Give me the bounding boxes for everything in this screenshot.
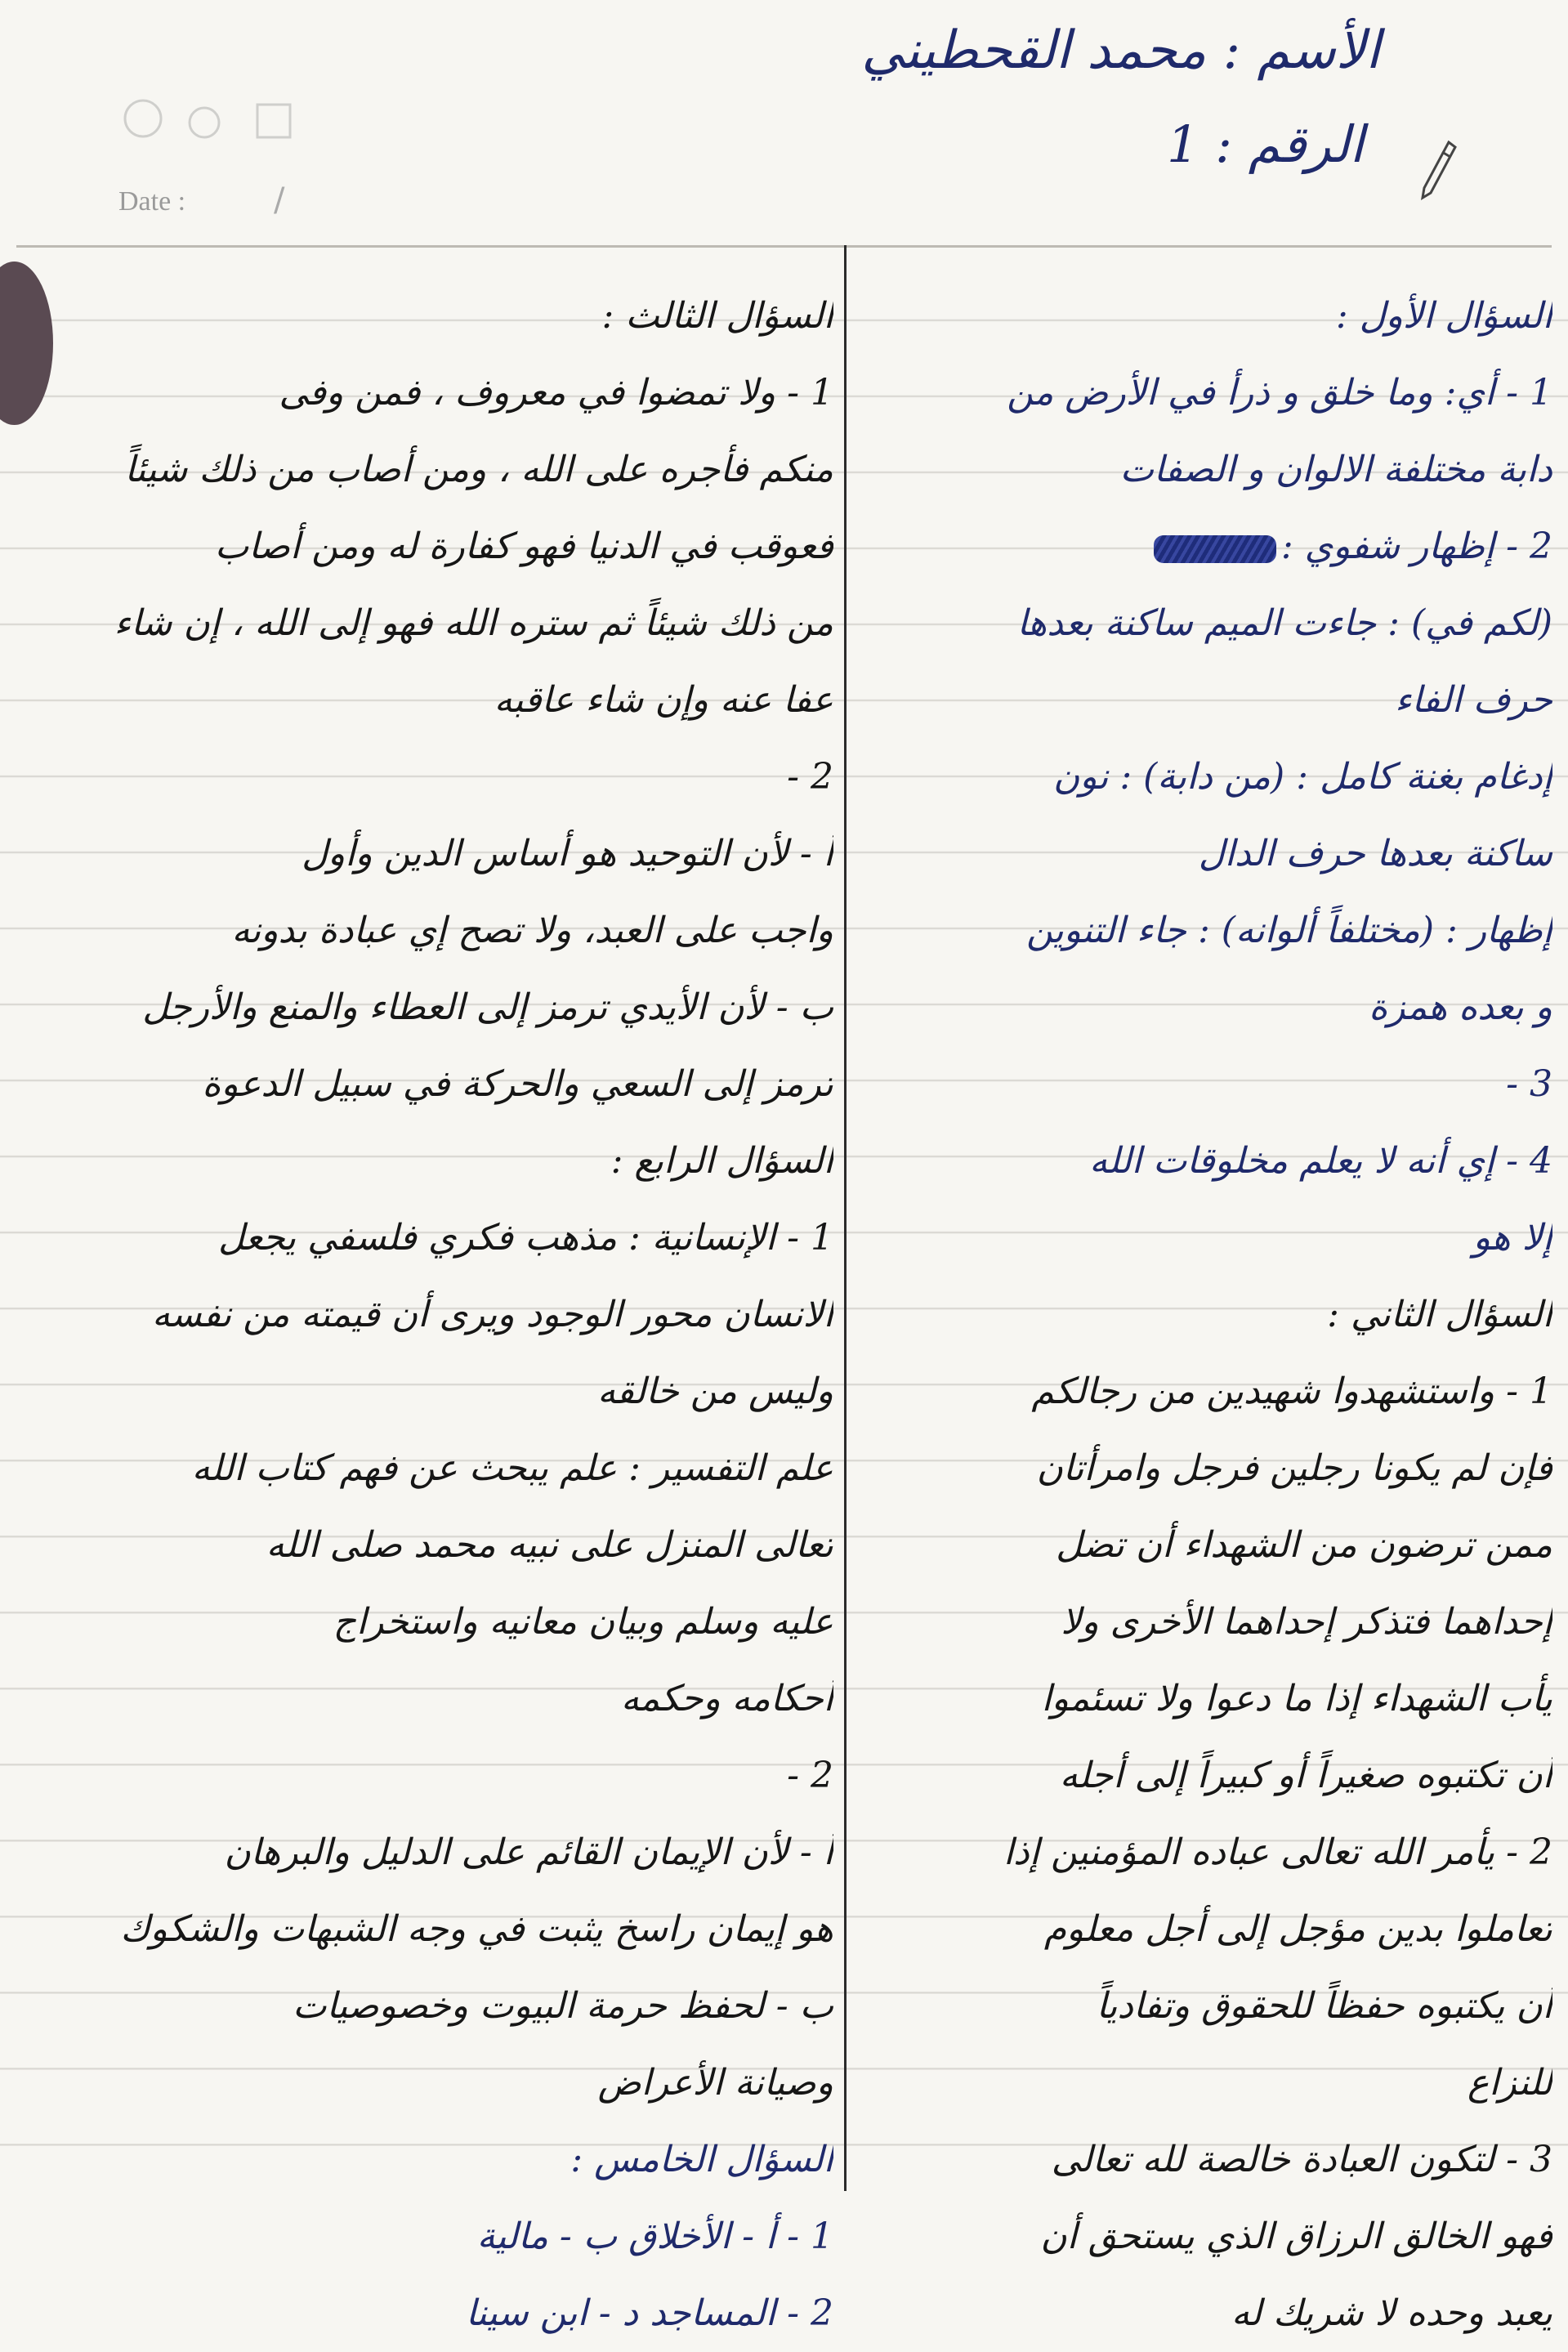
answer-line: إحداهما فتذكر إحداهما الأخرى ولا: [1061, 1601, 1552, 1643]
date-label: Date :: [118, 186, 186, 217]
left-column: [12, 278, 833, 2352]
answer-line: 4 - إي أنه لا يعلم مخلوقات الله: [1089, 1140, 1552, 1182]
right-column: [866, 278, 1552, 2352]
answer-line: علم التفسير : علم يبحث عن فهم كتاب الله: [191, 1447, 833, 1489]
q1-heading: السؤال الأول :: [1335, 295, 1552, 337]
answer-line: يعبد وحده لا شريك له: [1231, 2292, 1552, 2334]
answer-line: وليس من خالقه: [597, 1371, 833, 1412]
answer-line: للنزاع: [1467, 2062, 1552, 2104]
student-number: الرقم : 1: [1167, 114, 1364, 174]
answer-line: ترمز إلى السعي والحركة في سبيل الدعوة: [202, 1063, 833, 1105]
answer-line: تعاملوا بدين مؤجل إلى أجل معلوم: [1043, 1908, 1552, 1950]
answer-line: فإن لم يكونا رجلين فرجل وامرأتان: [1036, 1447, 1552, 1489]
crossed-out-scribble: [1154, 535, 1276, 563]
answer-line: الانسان محور الوجود ويرى أن قيمته من نفسه: [151, 1294, 833, 1335]
answer-line: 1 - واستشهدوا شهيدين من رجالكم: [1031, 1371, 1552, 1412]
answer-line: 1 - الإنسانية : مذهب فكري فلسفي يجعل: [217, 1217, 833, 1259]
answer-line: فعوقب في الدنيا فهو كفارة له ومن أصاب: [214, 525, 833, 567]
answer-line: و بعده همزة: [1369, 986, 1552, 1028]
answer-line: عفا عنه وإن شاء عاقبه: [494, 679, 833, 721]
answer-line: حرف الفاء: [1394, 679, 1552, 721]
answer-line: 1 - أي: وما خلق و ذرأ في الأرض من: [1007, 372, 1552, 414]
answer-line: (لكم في) : جاءت الميم ساكنة بعدها: [1016, 602, 1552, 644]
answer-line: ساكنة بعدها حرف الدال: [1198, 833, 1552, 874]
answer-line: 3 - لتكون العبادة خالصة لله تعالى: [1051, 2139, 1552, 2180]
answer-line: من ذلك شيئاً ثم ستره الله فهو إلى الله ، إن شاء: [114, 602, 833, 644]
answer-line: 2 - المساجد د - ابن سينا: [465, 2292, 833, 2334]
q4-heading: السؤال الرابع :: [610, 1140, 833, 1182]
answer-line: 2 -: [787, 756, 833, 798]
answer-line: إدغام بغنة كامل : (من دابة) : نون: [1053, 756, 1552, 798]
answer-line: فهو الخالق الرزاق الذي يستحق أن: [1040, 2216, 1552, 2257]
answer-line: هو إيمان راسخ يثبت في وجه الشبهات والشكوك: [120, 1908, 833, 1950]
student-name: الأسم : محمد القحطيني: [861, 20, 1380, 81]
q3-heading: السؤال الثالث :: [601, 295, 833, 337]
answer-line: أ - لأن التوحيد هو أساس الدين وأول: [302, 833, 833, 874]
pencil-icon: [1418, 139, 1459, 204]
answer-line: 2 - يأمر الله تعالى عباده المؤمنين إذا: [1003, 1831, 1552, 1873]
answer-line: تعالى المنزل على نبيه محمد صلى الله: [266, 1524, 833, 1566]
answer-line: أن يكتبوه حفظاً للحقوق وتفادياً: [1096, 1985, 1552, 2027]
answer-line: أن تكتبوه صغيراً أو كبيراً إلى أجله: [1059, 1755, 1552, 1796]
answer-line: 1 - ولا تمضوا في معروف ، فمن وفى: [279, 372, 833, 414]
answer-line: ب - لأن الأيدي ترمز إلى العطاء والمنع والأرجل: [142, 986, 833, 1028]
answer-line: 2 -: [787, 1755, 833, 1796]
answer-line: إلا هو: [1472, 1217, 1552, 1259]
answer-line: إظهار : (مختلفاً ألوانه) : جاء التنوين: [1026, 910, 1552, 951]
top-rule: [16, 245, 1552, 248]
answer-line: 1 - أ - الأخلاق ب - مالية: [476, 2216, 833, 2257]
answer-line: عليه وسلم وبيان معانيه واستخراج: [333, 1601, 833, 1643]
notebook-logo-icon: [114, 90, 310, 147]
answer-line: 3 -: [1506, 1063, 1552, 1105]
answer-line: منكم فأجره على الله ، ومن أصاب من ذلك شيئاً: [124, 449, 833, 490]
answer-line: 2 - إظهار شفوي :: [866, 508, 1552, 585]
answer-line: يأب الشهداء إذا ما دعوا ولا تسئموا: [1041, 1678, 1552, 1719]
column-divider: [844, 245, 847, 2191]
page-header: [0, 0, 1568, 245]
answer-line: أ - لأن الإيمان القائم على الدليل والبرهان: [224, 1831, 833, 1873]
date-slash: /: [274, 181, 285, 219]
answer-line: دابة مختلفة الالوان و الصفات: [1119, 449, 1552, 490]
answer-line: ب - لحفظ حرمة البيوت وخصوصيات: [293, 1985, 833, 2027]
answer-line: وصيانة الأعراض: [597, 2062, 833, 2104]
q5-heading: السؤال الخامس :: [570, 2139, 833, 2180]
answer-line: واجب على العبد، ولا تصح إي عبادة بدونه: [231, 910, 833, 951]
answer-line: ممن ترضون من الشهداء أن تضل: [1056, 1524, 1552, 1566]
answer-line: أحكامه وحكمه: [620, 1678, 833, 1719]
q2-heading: السؤال الثاني :: [1327, 1294, 1552, 1335]
